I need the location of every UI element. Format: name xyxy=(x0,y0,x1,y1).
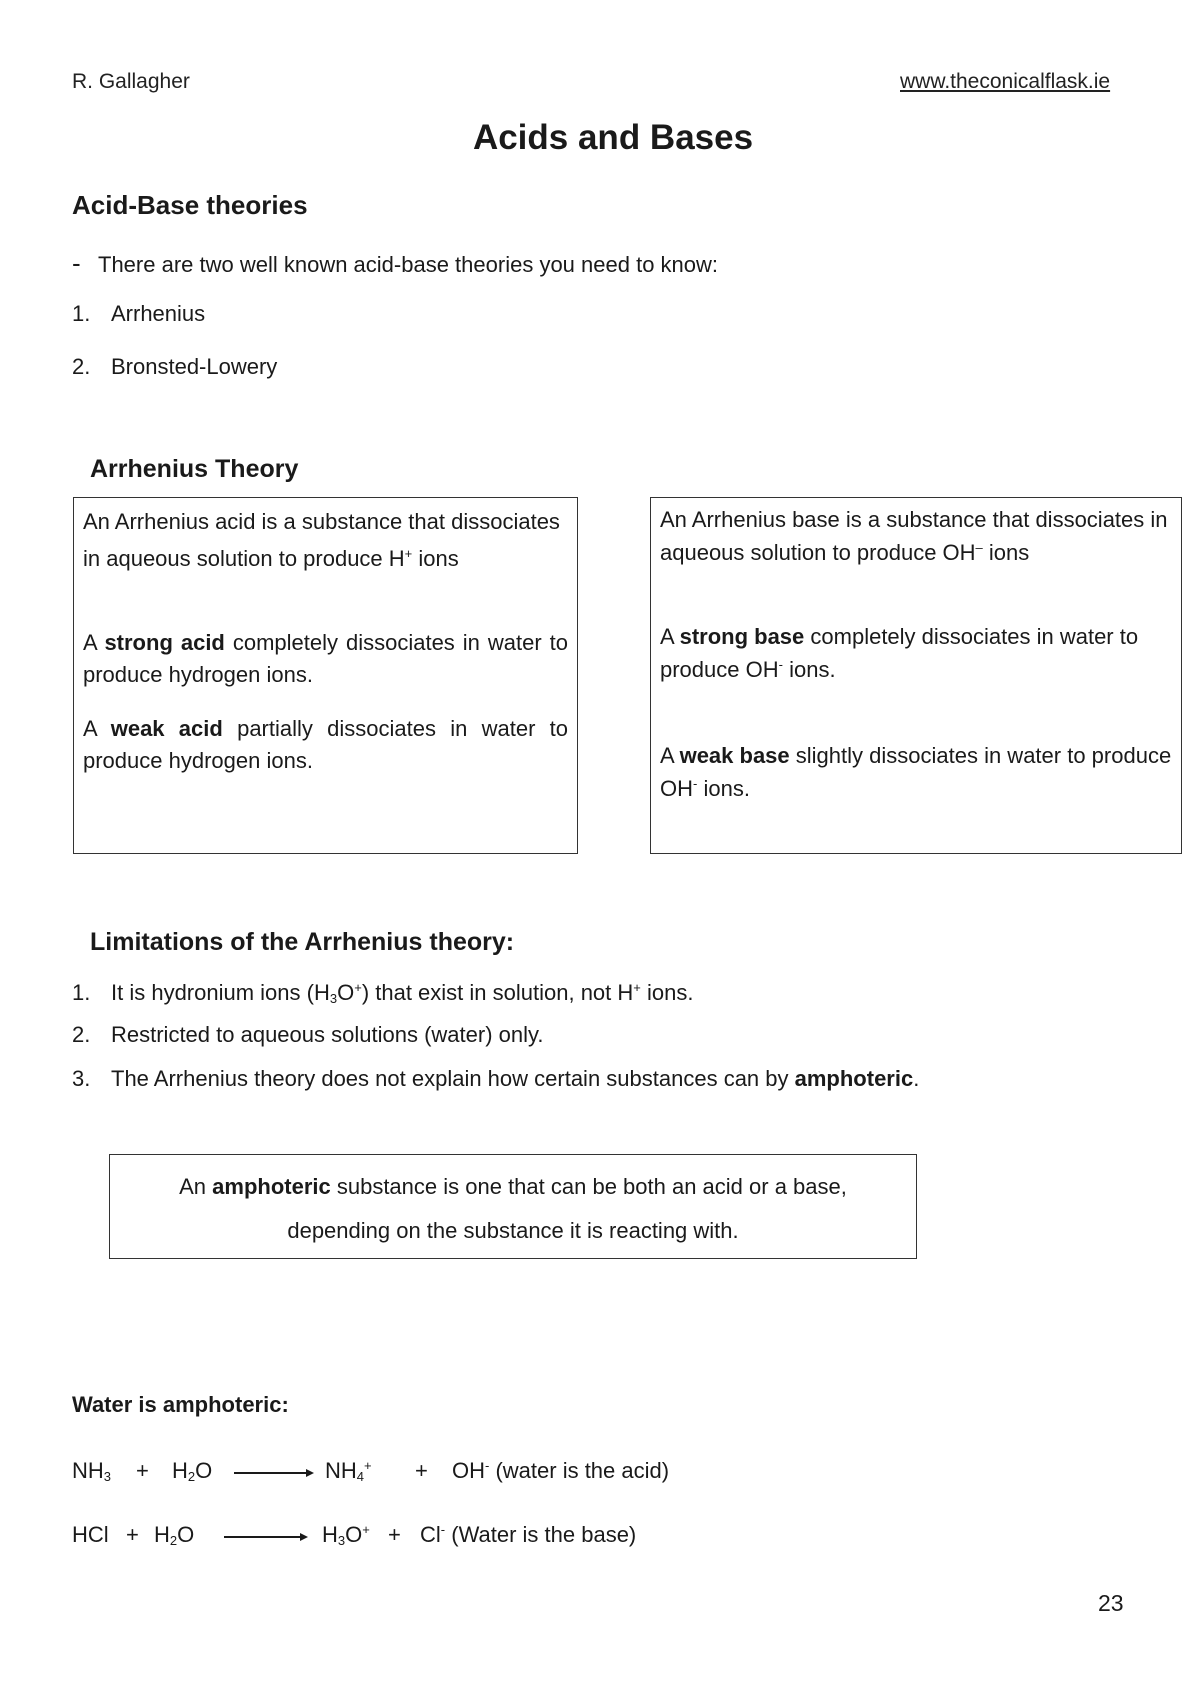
equation-1 xyxy=(72,1458,1072,1492)
strong-acid-text: A strong acid completely dissociates in water to produce hydrogen ions. xyxy=(83,630,568,687)
eq2-plus-1: + xyxy=(126,1522,139,1547)
list-item-text: Bronsted-Lowery xyxy=(111,354,278,379)
reaction-arrow-icon xyxy=(224,1530,308,1544)
eq2-reactant-2: $H_2O$ xyxy=(154,1522,195,1548)
bullet-mark: - xyxy=(72,248,81,278)
bullet-text: There are two well known acid-base theories you need to know: xyxy=(98,252,719,277)
amphoteric-definition-box xyxy=(109,1154,917,1259)
eq2-reactant-1: HCl xyxy=(72,1522,109,1547)
list-item: 1. It is hydronium ions $(H_3O^+)$ that exist in solution, not H+ ions. xyxy=(72,980,694,1006)
eq1-reactant-2: $H_2O$ xyxy=(172,1458,213,1484)
amphoteric-line-2: depending on the substance it is reacting with. xyxy=(287,1218,739,1243)
eq1-product-1: $NH_4^+$ xyxy=(325,1458,372,1484)
amphoteric-line-1: An amphoteric substance is one that can be both an acid or a base, xyxy=(179,1174,847,1199)
intro-bullet xyxy=(72,248,718,279)
weak-acid-text: A weak acid partially dissociates in water to produce hydrogen ions. xyxy=(83,716,569,773)
list-number: 2. xyxy=(72,354,91,379)
list-item: 3. The Arrhenius theory does not explain how certain substances can by amphoteric. xyxy=(72,1066,920,1091)
section-heading-acid-base-theories: Acid-Base theories xyxy=(72,190,308,220)
list-number: 1. xyxy=(72,301,91,326)
eq1-product-2: OH- (water is the acid) xyxy=(452,1458,670,1483)
list-item: 2. Restricted to aqueous solutions (water) only. xyxy=(72,1022,544,1047)
acid-definition: An Arrhenius acid is a substance that dissociates in aqueous solution to produce H+ ions xyxy=(83,509,560,571)
website-link[interactable]: www.theconicalflask.ie xyxy=(900,70,1111,93)
strong-base-text: A strong base completely dissociates in water to produce OH- ions. xyxy=(660,624,1139,682)
reaction-arrow-icon xyxy=(234,1466,314,1480)
eq2-product-1: $H_3O^+$ xyxy=(322,1522,370,1548)
eq2-product-2: Cl- (Water is the base) xyxy=(420,1522,637,1547)
base-definition: An Arrhenius base is a substance that dissociates in aqueous solution to produce OH– ions xyxy=(660,507,1168,565)
water-amphoteric-heading: Water is amphoteric: xyxy=(72,1392,289,1417)
author-name: R. Gallagher xyxy=(72,70,190,93)
list-item-text: Arrhenius xyxy=(111,301,206,326)
eq2-plus-2: + xyxy=(388,1522,401,1547)
list-item xyxy=(72,354,277,380)
equation-2 xyxy=(72,1522,1072,1556)
arrhenius-acid-box xyxy=(73,497,578,854)
arrhenius-base-box xyxy=(650,497,1182,854)
page-number: 23 xyxy=(1098,1590,1124,1616)
section-heading-limitations: Limitations of the Arrhenius theory: xyxy=(90,928,515,956)
list-item xyxy=(72,301,205,327)
weak-base-text: A weak base slightly dissociates in water to produce OH- ions. xyxy=(660,743,1172,801)
section-heading-arrhenius-theory: Arrhenius Theory xyxy=(90,455,299,483)
eq1-reactant-1: $NH_3$ xyxy=(72,1458,112,1484)
eq1-plus-1: + xyxy=(136,1458,149,1483)
page-title: Acids and Bases xyxy=(472,118,754,157)
eq1-plus-2: + xyxy=(415,1458,428,1483)
